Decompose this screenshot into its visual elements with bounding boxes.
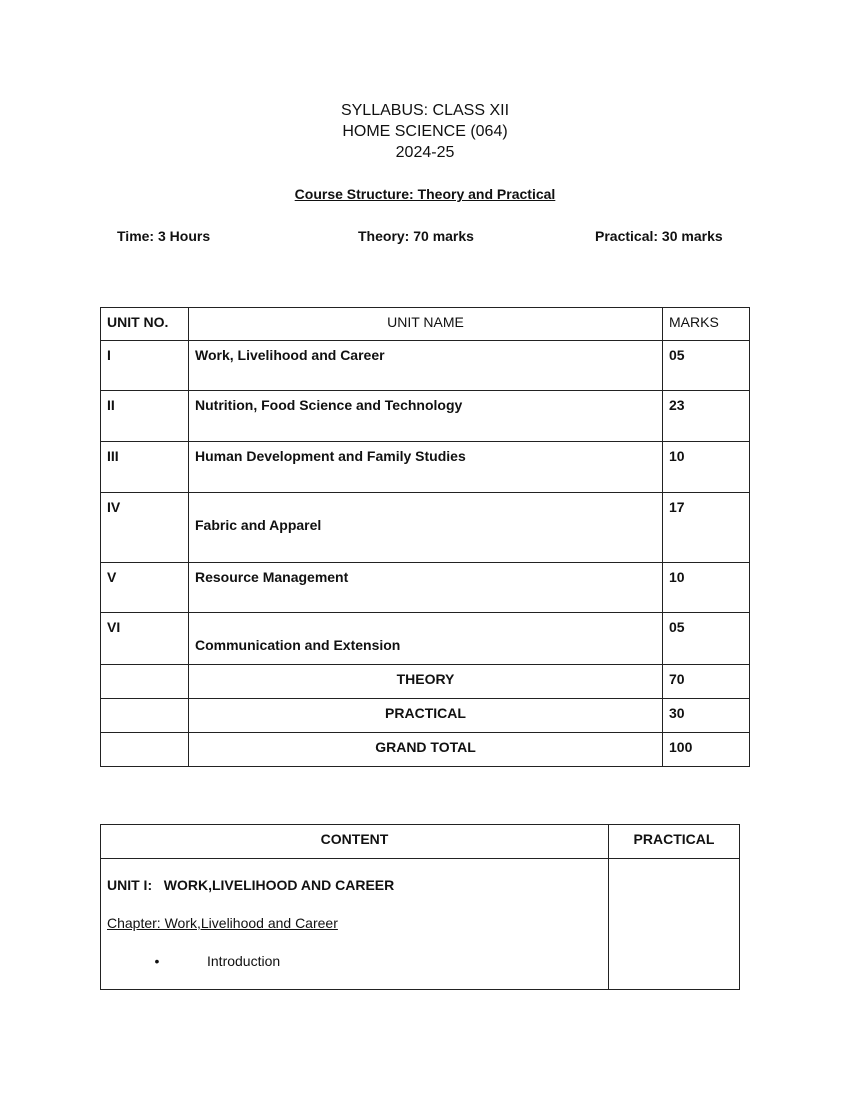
content-row bbox=[101, 859, 740, 990]
unit-marks: 10 bbox=[663, 563, 750, 613]
header-content: CONTENT bbox=[101, 825, 609, 859]
unit-name-cell bbox=[189, 493, 663, 563]
header-unit-no: UNIT NO. bbox=[101, 308, 189, 341]
table-row bbox=[101, 442, 750, 493]
unit-no: I bbox=[101, 341, 189, 391]
total-label: THEORY bbox=[189, 665, 663, 699]
practical-info: Practical: 30 marks bbox=[595, 228, 723, 244]
course-structure-heading: Course Structure: Theory and Practical bbox=[294, 186, 556, 202]
marks-table bbox=[100, 307, 750, 767]
content-header-row bbox=[101, 825, 740, 859]
total-label: PRACTICAL bbox=[189, 699, 663, 733]
chapter-heading: Chapter: Work,Livelihood and Career bbox=[107, 915, 338, 931]
subject-title: HOME SCIENCE (064) bbox=[342, 123, 508, 140]
header-marks: MARKS bbox=[663, 308, 750, 341]
title-block bbox=[0, 100, 850, 163]
content-table bbox=[100, 824, 740, 990]
table-row bbox=[101, 613, 750, 665]
bullet-icon: • bbox=[154, 953, 160, 969]
list-item bbox=[107, 953, 602, 969]
total-row-practical bbox=[101, 699, 750, 733]
unit-name: Nutrition, Food Science and Technology bbox=[189, 391, 663, 442]
unit-marks: 10 bbox=[663, 442, 750, 493]
unit-marks: 05 bbox=[663, 341, 750, 391]
unit-name: Communication and Extension bbox=[195, 637, 401, 653]
unit-no: III bbox=[101, 442, 189, 493]
unit-no: II bbox=[101, 391, 189, 442]
header-unit-name: UNIT NAME bbox=[189, 308, 663, 341]
total-row-grand bbox=[101, 733, 750, 767]
total-label: GRAND TOTAL bbox=[189, 733, 663, 767]
unit-name: Human Development and Family Studies bbox=[189, 442, 663, 493]
unit-no: VI bbox=[101, 613, 189, 665]
time-info: Time: 3 Hours bbox=[117, 228, 211, 244]
session-year: 2024-25 bbox=[395, 144, 455, 161]
unit-name: Resource Management bbox=[189, 563, 663, 613]
content-cell bbox=[101, 859, 609, 990]
unit-name: Fabric and Apparel bbox=[195, 517, 322, 533]
list-item-text: Introduction bbox=[207, 953, 281, 969]
unit-name: Work, Livelihood and Career bbox=[189, 341, 663, 391]
total-value: 30 bbox=[663, 699, 750, 733]
total-value: 70 bbox=[663, 665, 750, 699]
theory-info: Theory: 70 marks bbox=[358, 228, 474, 244]
table-row bbox=[101, 563, 750, 613]
total-row-theory bbox=[101, 665, 750, 699]
table-row bbox=[101, 341, 750, 391]
table-row bbox=[101, 493, 750, 563]
table-header-row bbox=[101, 308, 750, 341]
unit-heading: UNIT I: WORK,LIVELIHOOD AND CAREER bbox=[107, 877, 395, 893]
unit-name-cell bbox=[189, 613, 663, 665]
header-practical: PRACTICAL bbox=[609, 825, 740, 859]
syllabus-title: SYLLABUS: CLASS XII bbox=[340, 102, 510, 119]
table-row bbox=[101, 391, 750, 442]
unit-marks: 05 bbox=[663, 613, 750, 665]
practical-cell bbox=[609, 859, 740, 990]
unit-no: IV bbox=[101, 493, 189, 563]
unit-marks: 17 bbox=[663, 493, 750, 563]
total-value: 100 bbox=[663, 733, 750, 767]
unit-no: V bbox=[101, 563, 189, 613]
unit-marks: 23 bbox=[663, 391, 750, 442]
